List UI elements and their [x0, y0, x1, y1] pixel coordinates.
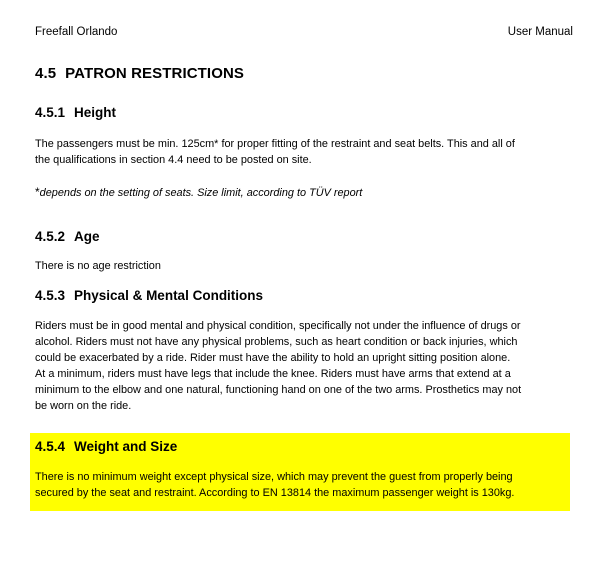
height-number: 4.5.1: [35, 105, 66, 120]
weight-highlight-box: [30, 433, 570, 511]
weight-line: secured by the seat and restraint. According to EN 13814 the maximum passenger weight is 130kg.: [35, 487, 515, 499]
age-text: There is no age restriction: [35, 260, 161, 272]
height-title: Height: [74, 105, 117, 120]
weight-paragraph: [35, 469, 565, 501]
physical-line: be worn on the ride.: [35, 400, 132, 412]
physical-heading: [35, 287, 263, 305]
age-heading: [35, 228, 100, 246]
height-line: The passengers must be min. 125cm* for proper fitting of the restraint and seat belts. This and all of: [35, 138, 515, 150]
header-manual-label: User Manual: [507, 26, 573, 38]
age-title: Age: [74, 229, 100, 244]
age-paragraph: [35, 258, 567, 274]
height-heading: [35, 104, 116, 122]
height-paragraph: [35, 136, 567, 168]
physical-title: Physical & Mental Conditions: [74, 288, 264, 303]
physical-line: minimum to the elbow and one natural, functioning hand on one of the two arms. Prosthetics may not: [35, 384, 522, 396]
section-heading: [35, 64, 244, 84]
footnote-asterisk: *: [35, 185, 40, 199]
height-footnote: [35, 184, 362, 201]
weight-number: 4.5.4: [35, 439, 66, 454]
physical-line: At a minimum, riders must have legs that include the knee. Riders must have arms that extend at a: [35, 368, 511, 380]
physical-line: Riders must be in good mental and physical condition, specifically not under the influence of drugs or: [35, 320, 521, 332]
section-title: PATRON RESTRICTIONS: [65, 65, 245, 82]
section-number: 4.5: [35, 65, 57, 82]
physical-line: alcohol. Riders must not have any physical problems, such as heart condition or back injuries, which: [35, 336, 518, 348]
footnote-text: depends on the setting of seats. Size limit, according to TÜV report: [39, 187, 363, 199]
physical-line: could be exacerbated by a ride. Rider must have the ability to hold an upright sitting position alone.: [35, 352, 511, 364]
physical-paragraph: [35, 318, 567, 414]
header-document-title: Freefall Orlando: [35, 26, 118, 38]
weight-heading: [35, 438, 177, 456]
physical-number: 4.5.3: [35, 288, 66, 303]
weight-title: Weight and Size: [74, 439, 178, 454]
age-number: 4.5.2: [35, 229, 66, 244]
height-line: the qualifications in section 4.4 need to be posted on site.: [35, 154, 312, 166]
weight-line: There is no minimum weight except physical size, which may prevent the guest from properly being: [35, 471, 513, 483]
